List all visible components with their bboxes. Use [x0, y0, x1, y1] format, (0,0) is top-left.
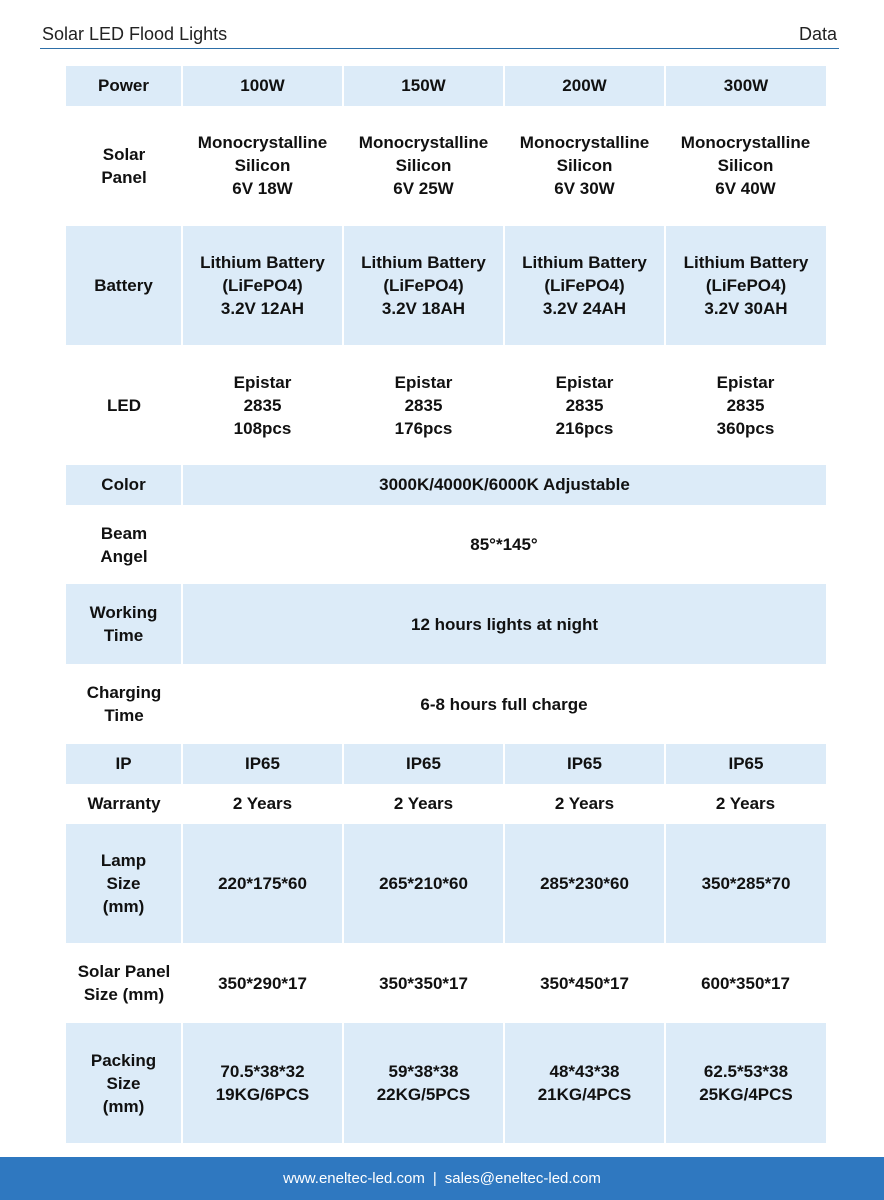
- table-cell: 100W: [182, 66, 343, 106]
- table-cell: 2 Years: [554, 794, 615, 814]
- row-label: Packing Size (mm): [66, 1023, 182, 1143]
- footer-bar: [0, 1157, 884, 1200]
- section-tag: Data: [798, 24, 837, 44]
- table-cell: Lithium Battery (LiFePO4) 3.2V 18AH: [343, 226, 504, 346]
- table-row-packing-size: [66, 1023, 826, 1143]
- table-cell-merged: 12 hours lights at night: [182, 584, 826, 664]
- table-cell: Lithium Battery (LiFePO4) 3.2V 12AH: [182, 226, 343, 346]
- row-label: Color: [66, 465, 182, 505]
- table-row-color: [66, 465, 826, 505]
- row-label: Power: [66, 66, 182, 106]
- table-row-power: [66, 66, 826, 106]
- table-cell: IP65: [504, 744, 665, 784]
- table-cell: Monocrystalline Silicon 6V 25W: [358, 133, 489, 199]
- table-cell: Epistar 2835 108pcs: [233, 372, 292, 438]
- row-label: Charging Time: [86, 683, 162, 726]
- page-header: [40, 24, 839, 49]
- table-cell: 150W: [343, 66, 504, 106]
- row-label: Warranty: [87, 794, 161, 814]
- table-row-working-time: [66, 584, 826, 664]
- row-label: Solar Panel Size (mm): [77, 962, 171, 1005]
- table-cell: Epistar 2835 216pcs: [555, 372, 614, 438]
- table-cell: 300W: [665, 66, 826, 106]
- table-cell: 48*43*38 21KG/4PCS: [504, 1023, 665, 1143]
- document-title: Solar LED Flood Lights: [42, 24, 228, 44]
- table-cell: Lithium Battery (LiFePO4) 3.2V 30AH: [665, 226, 826, 346]
- table-row-led: [66, 345, 826, 465]
- table-cell: Monocrystalline Silicon 6V 40W: [680, 133, 811, 199]
- table-cell: 350*290*17: [218, 973, 307, 993]
- table-row-solar-panel: [66, 106, 826, 226]
- table-row-beam-angel: [66, 505, 826, 585]
- table-row-warranty: [66, 784, 826, 824]
- table-row-charging-time: [66, 664, 826, 744]
- table-cell: IP65: [182, 744, 343, 784]
- table-cell-merged: 6-8 hours full charge: [420, 694, 588, 714]
- table-cell: 350*450*17: [540, 973, 629, 993]
- table-cell: 220*175*60: [182, 824, 343, 944]
- table-cell: 59*38*38 22KG/5PCS: [343, 1023, 504, 1143]
- footer-separator: |: [432, 1170, 437, 1187]
- row-label: Battery: [66, 226, 182, 346]
- row-label: Solar Panel: [101, 144, 147, 187]
- table-cell: 2 Years: [393, 794, 454, 814]
- table-cell: 70.5*38*32 19KG/6PCS: [182, 1023, 343, 1143]
- table-cell: 200W: [504, 66, 665, 106]
- table-row-solar-panel-size: [66, 943, 826, 1023]
- table-cell: 350*350*17: [379, 973, 468, 993]
- table-cell: Epistar 2835 360pcs: [716, 372, 775, 438]
- table-cell: IP65: [665, 744, 826, 784]
- row-label: Lamp Size (mm): [66, 824, 182, 944]
- row-label: LED: [107, 395, 141, 415]
- table-cell: 350*285*70: [665, 824, 826, 944]
- table-cell: Monocrystalline Silicon 6V 30W: [519, 133, 650, 199]
- table-cell: 600*350*17: [701, 973, 790, 993]
- table-cell: 2 Years: [232, 794, 293, 814]
- table-cell-merged: 85°*145°: [470, 535, 538, 555]
- table-cell: Lithium Battery (LiFePO4) 3.2V 24AH: [504, 226, 665, 346]
- table-cell: 2 Years: [715, 794, 776, 814]
- table-cell: 265*210*60: [343, 824, 504, 944]
- table-cell: 285*230*60: [504, 824, 665, 944]
- row-label: IP: [66, 744, 182, 784]
- table-cell: 62.5*53*38 25KG/4PCS: [665, 1023, 826, 1143]
- table-row-lamp-size: [66, 824, 826, 944]
- table-cell: IP65: [343, 744, 504, 784]
- table-row-battery: [66, 226, 826, 346]
- row-label: Beam Angel: [100, 523, 148, 566]
- table-row-ip: [66, 744, 826, 784]
- email-link[interactable]: sales@eneltec-led.com: [444, 1170, 601, 1187]
- website-link[interactable]: www.eneltec-led.com: [283, 1170, 425, 1187]
- row-label: Working Time: [66, 584, 182, 664]
- table-cell-merged: 3000K/4000K/6000K Adjustable: [182, 465, 826, 505]
- table-cell: Epistar 2835 176pcs: [394, 372, 453, 438]
- table-cell: Monocrystalline Silicon 6V 18W: [197, 133, 328, 199]
- spec-table: [66, 66, 826, 1143]
